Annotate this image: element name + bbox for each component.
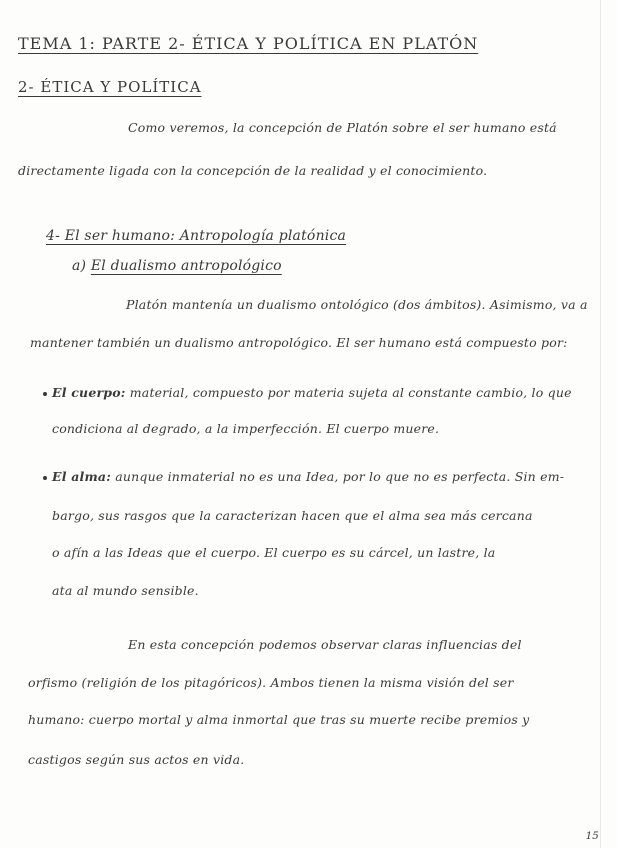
dualism-heading-text: El dualismo antropológico <box>90 258 282 274</box>
bullet-dot <box>43 392 47 396</box>
soul-bullet-line-4: ata al mundo sensible. <box>52 583 199 598</box>
page-title: TEMA 1: PARTE 2- ÉTICA Y POLÍTICA EN PLATÓN <box>18 34 479 53</box>
soul-bullet-line-2: bargo, sus rasgos que la caracterizan hacen que el alma sea más cercana <box>52 508 533 523</box>
soul-definition: aunque inmaterial no es una Idea, por lo que no es perfecta. Sin em- <box>115 469 565 484</box>
body-bullet-line-1 <box>52 385 572 400</box>
orphism-para-line-3: humano: cuerpo mortal y alma inmortal que tras su muerte recibe premios y <box>28 712 530 727</box>
dualism-para-line-1: Platón mantenía un dualismo ontológico (dos ámbitos). Asimismo, va a <box>126 297 588 312</box>
soul-bullet-line-3: o afín a las Ideas que el cuerpo. El cuerpo es su cárcel, un lastre, la <box>52 545 496 560</box>
orphism-para-line-2: orfismo (religión de los pitagóricos). Ambos tienen la misma visión del ser <box>28 675 514 690</box>
body-bullet-line-2: condiciona al degrado, a la imperfección. El cuerpo muere. <box>52 421 440 436</box>
section-title: 2- ÉTICA Y POLÍTICA <box>18 78 202 96</box>
intro-line-2: directamente ligada con la concepción de la realidad y el conocimiento. <box>18 163 488 178</box>
bullet-dot <box>43 476 47 480</box>
dualism-heading <box>72 258 282 274</box>
page-number: 15 <box>585 831 599 842</box>
soul-bullet-line-1 <box>52 469 564 484</box>
orphism-para-line-1: En esta concepción podemos observar claras influencias del <box>128 637 522 652</box>
body-definition: material, compuesto por materia sujeta al constante cambio, lo que <box>129 385 572 400</box>
dualism-heading-prefix: a) <box>72 258 87 274</box>
anthropology-heading: 4- El ser humano: Antropología platónica <box>46 228 347 244</box>
body-term: El cuerpo: <box>52 385 126 400</box>
dualism-para-line-2: mantener también un dualismo antropológico. El ser humano está compuesto por: <box>30 335 568 350</box>
orphism-para-line-4: castigos según sus actos en vida. <box>28 752 245 767</box>
page-edge <box>600 0 601 848</box>
intro-line-1: Como veremos, la concepción de Platón sobre el ser humano está <box>128 120 557 135</box>
soul-term: El alma: <box>52 469 112 484</box>
